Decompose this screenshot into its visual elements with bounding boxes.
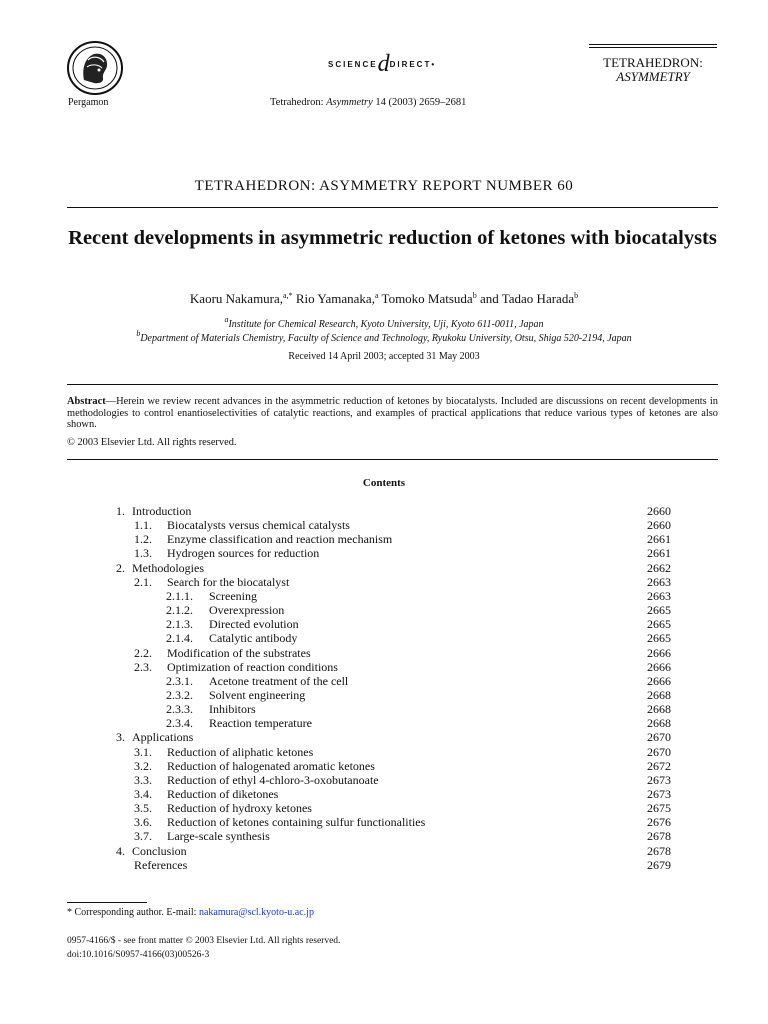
toc-entry-page: 2666 — [647, 645, 671, 660]
toc-entry-number: 3.1. — [134, 744, 152, 759]
toc-entry-label: Solvent engineering — [209, 687, 306, 702]
email-link[interactable]: nakamura@scl.kyoto-u.ac.jp — [198, 907, 314, 918]
citation-journal-italic: Asymmetry — [326, 97, 373, 108]
toc-entry-number: 3.4. — [134, 787, 152, 801]
brand-right: DIRECT — [389, 60, 432, 69]
issn-line: 0957-4166/$ - see front matter © 2003 Elsevier Ltd. All rights reserved. — [67, 936, 341, 946]
toc-entry-page: 2673 — [647, 787, 671, 801]
toc-entry-number: 3.3. — [134, 772, 152, 787]
toc-entry-label: Overexpression — [209, 603, 285, 618]
toc-entry-number: 3.6. — [134, 815, 152, 830]
toc-entry-number: 2.2. — [134, 645, 152, 660]
abstract-text: —Herein we review recent advances in the asymmetric reduction of ketones by biocatalysts. Included are discussions on recent developments in methodologies to control enantioselectivities of catalytic reactions, and examples of practical applications that reduce various types of ketones are also shown. — [67, 396, 718, 430]
toc-entry[interactable] — [0, 801, 768, 815]
toc-entry-page: 2665 — [647, 603, 671, 618]
toc-entry-page: 2661 — [647, 532, 671, 547]
toc-entry-number: 2.1.1. — [166, 588, 193, 603]
sciencedirect-logo: SCIENCEdDIRECT• — [328, 51, 437, 77]
toc-entry[interactable] — [0, 773, 768, 787]
toc-entry-page: 2668 — [647, 687, 671, 702]
toc-entry-label: Catalytic antibody — [209, 631, 298, 646]
toc-entry-label: Large-scale synthesis — [167, 829, 270, 844]
journal-subtitle: ASYMMETRY — [616, 69, 690, 84]
author: Kaoru Nakamura, — [189, 291, 284, 306]
toc-entry-number: 1. — [116, 504, 125, 518]
toc-entry[interactable] — [0, 532, 768, 546]
toc-entry-number: 2.1.2. — [166, 603, 193, 618]
toc-entry-label: Search for the biocatalyst — [167, 574, 290, 589]
toc-entry-page: 2665 — [647, 617, 671, 632]
toc-entry-page: 2666 — [647, 673, 671, 688]
toc-entry-label: Screening — [209, 588, 257, 603]
toc-entry-page: 2670 — [647, 730, 671, 745]
divider — [67, 207, 718, 208]
toc-entry-number: 3.7. — [134, 829, 152, 844]
toc-entry[interactable] — [0, 702, 768, 716]
article-title: Recent developments in asymmetric reduction of ketones with biocatalysts — [68, 227, 717, 249]
doi-line: doi:10.1016/S0957-4166(03)00526-3 — [67, 950, 210, 960]
author-sup: a,* — [283, 291, 293, 300]
author: and Tadao Harada — [479, 291, 575, 306]
toc-entry-number: 1.1. — [134, 518, 152, 533]
toc-entry-page: 2668 — [647, 716, 671, 731]
toc-entry-page: 2670 — [647, 744, 671, 759]
toc-entry-page: 2676 — [647, 815, 671, 830]
toc-entry-label: Inhibitors — [209, 702, 256, 717]
toc-entry-number: 2.3.3. — [166, 702, 193, 717]
toc-entry[interactable] — [0, 787, 768, 801]
toc-entry-page: 2660 — [647, 504, 671, 518]
affiliation-b — [0, 329, 768, 344]
toc-entry[interactable] — [0, 745, 768, 759]
author-list — [0, 291, 768, 307]
footnote-mark: * — [67, 907, 72, 918]
toc-entry[interactable] — [0, 730, 768, 744]
toc-entry[interactable] — [0, 504, 768, 518]
toc-entry-label: Biocatalysts versus chemical catalysts — [167, 518, 350, 533]
toc-entry-number: 4. — [116, 843, 125, 858]
toc-entry-label: Directed evolution — [209, 617, 299, 632]
toc-entry[interactable] — [0, 829, 768, 843]
affiliation-text: Institute for Chemical Research, Kyoto University, Uji, Kyoto 611-0011, Japan — [228, 319, 544, 330]
toc-entry-page: 2678 — [647, 843, 671, 858]
toc-entry-page: 2672 — [647, 758, 671, 773]
toc-entry-number: 3.5. — [134, 801, 152, 816]
publisher-emblem-icon — [66, 40, 124, 96]
toc-entry[interactable] — [0, 575, 768, 589]
abstract — [67, 396, 718, 431]
affiliation-a — [0, 315, 768, 330]
toc-entry-label: Reduction of aliphatic ketones — [167, 744, 314, 759]
toc-entry-label: References — [134, 857, 188, 872]
toc-entry-label: Hydrogen sources for reduction — [167, 546, 320, 561]
toc-entry-number: 2.1.4. — [166, 631, 193, 646]
toc-entry-page: 2665 — [647, 631, 671, 646]
toc-entry[interactable] — [0, 844, 768, 858]
toc-entry[interactable] — [0, 660, 768, 674]
toc-entry-label: Conclusion — [132, 843, 187, 858]
toc-entry-label: Optimization of reaction conditions — [167, 659, 338, 674]
toc-entry-page: 2661 — [647, 546, 671, 561]
publisher-name: Pergamon — [68, 97, 109, 108]
toc-entry[interactable] — [0, 716, 768, 730]
toc-entry[interactable] — [0, 546, 768, 560]
toc-entry-label: Reduction of diketones — [167, 787, 279, 801]
brand-left: SCIENCE — [328, 60, 378, 69]
toc-entry-number: 2. — [116, 560, 125, 575]
toc-entry-label: Enzyme classification and reaction mechanism — [167, 532, 393, 547]
journal-name: TETRAHEDRON: — [603, 55, 703, 70]
toc-entry-number: 1.3. — [134, 546, 152, 561]
toc-entry-label: Modification of the substrates — [167, 645, 311, 660]
affiliation-sup: a — [224, 315, 229, 324]
toc-entry-number: 1.2. — [134, 532, 152, 547]
contents-heading: Contents — [362, 477, 406, 489]
received-dates: Received 14 April 2003; accepted 31 May 2003 — [288, 351, 480, 362]
toc-entry[interactable] — [0, 589, 768, 603]
citation-journal: Tetrahedron: — [270, 97, 324, 108]
toc-entry-label: Reaction temperature — [209, 716, 312, 731]
toc-entry-label: Introduction — [132, 504, 192, 518]
author-sup: b — [472, 291, 477, 300]
toc-entry-label: Methodologies — [132, 560, 204, 575]
toc-entry-label: Reduction of ethyl 4-chloro-3-oxobutanoate — [167, 772, 379, 787]
table-of-contents — [0, 504, 768, 874]
toc-entry-label: Reduction of ketones containing sulfur functionalities — [167, 815, 426, 830]
abstract-label: Abstract — [67, 396, 106, 407]
toc-entry-page: 2668 — [647, 702, 671, 717]
toc-entry-number: 2.3.1. — [166, 673, 193, 688]
toc-entry[interactable] — [0, 646, 768, 660]
toc-entry[interactable] — [0, 815, 768, 829]
footnote-text: Corresponding author. E-mail: — [74, 907, 197, 918]
toc-entry[interactable] — [0, 631, 768, 645]
report-number: TETRAHEDRON: ASYMMETRY REPORT NUMBER 60 — [194, 178, 574, 194]
toc-entry-page: 2673 — [647, 772, 671, 787]
divider — [67, 459, 718, 460]
author: Rio Yamanaka, — [295, 291, 375, 306]
toc-entry[interactable] — [0, 617, 768, 631]
toc-entry-page: 2660 — [647, 518, 671, 533]
toc-entry-number: 2.1.3. — [166, 617, 193, 632]
toc-entry-number: 3. — [116, 730, 125, 745]
toc-entry-number: 2.3. — [134, 659, 152, 674]
footnote — [67, 907, 314, 918]
toc-entry-page: 2663 — [647, 574, 671, 589]
author-sup: a — [374, 291, 379, 300]
footnote-divider — [67, 902, 147, 903]
toc-entry-number: 2.3.4. — [166, 716, 193, 731]
abstract-copyright: © 2003 Elsevier Ltd. All rights reserved. — [67, 437, 237, 448]
brand-at: d — [377, 51, 390, 77]
toc-entry-page: 2675 — [647, 801, 671, 816]
journal-citation — [270, 97, 466, 108]
toc-entry[interactable] — [0, 518, 768, 532]
toc-entry[interactable] — [0, 858, 768, 872]
toc-entry-page: 2679 — [647, 857, 671, 872]
toc-entry[interactable] — [0, 674, 768, 688]
toc-entry-page: 2678 — [647, 829, 671, 844]
toc-entry-page: 2663 — [647, 588, 671, 603]
toc-entry-number: 3.2. — [134, 758, 152, 773]
toc-entry[interactable] — [0, 603, 768, 617]
citation-details: 14 (2003) 2659–2681 — [375, 97, 467, 108]
toc-entry[interactable] — [0, 688, 768, 702]
affiliation-sup: b — [136, 329, 141, 338]
journal-title-box — [589, 44, 717, 84]
toc-entry-number: 2.3.2. — [166, 687, 193, 702]
author-sup: b — [574, 291, 579, 300]
toc-entry-label: Acetone treatment of the cell — [209, 673, 349, 688]
divider — [67, 384, 718, 385]
toc-entry-page: 2666 — [647, 659, 671, 674]
toc-entry[interactable] — [0, 759, 768, 773]
author: Tomoko Matsuda — [381, 291, 473, 306]
toc-entry-label: Applications — [132, 730, 194, 745]
affiliation-text: Department of Materials Chemistry, Faculty of Science and Technology, Ryukoku University, Otsu, Shiga 520-2194, Japan — [140, 333, 632, 344]
toc-entry-label: Reduction of halogenated aromatic ketones — [167, 758, 375, 773]
toc-entry[interactable] — [0, 561, 768, 575]
toc-entry-number: 2.1. — [134, 574, 152, 589]
toc-entry-page: 2662 — [647, 560, 671, 575]
toc-entry-label: Reduction of hydroxy ketones — [167, 801, 312, 816]
